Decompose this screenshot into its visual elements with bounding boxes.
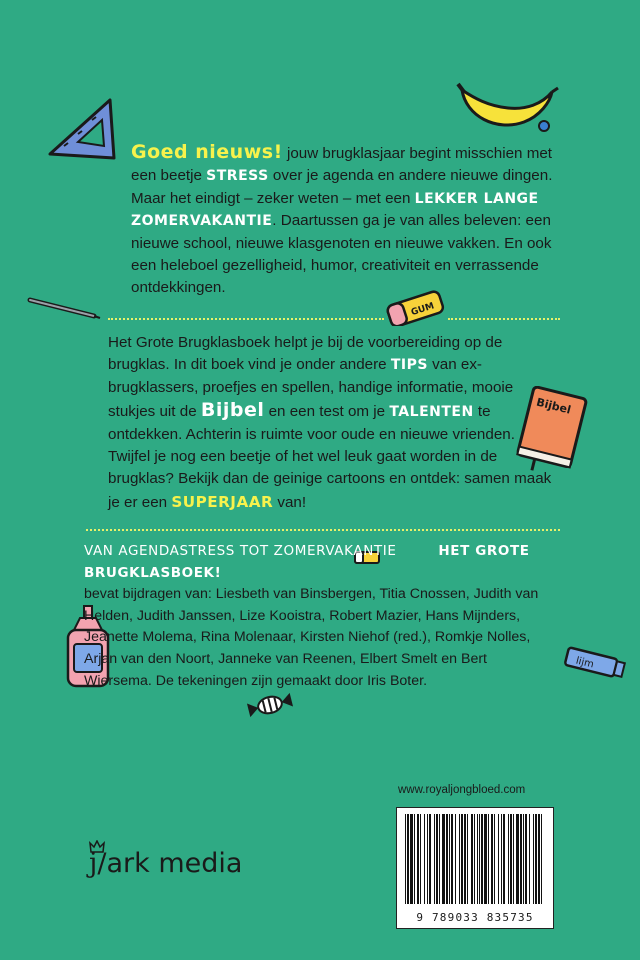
barcode-bar [417,814,419,904]
barcode-bar [420,814,421,904]
barcode-bar [459,814,460,904]
barcode-bar [513,814,514,904]
barcode-bar [449,814,450,904]
barcode-bar [436,814,438,904]
ark-media-logo [89,848,242,879]
barcode-bar [474,814,475,904]
set-square-icon [44,96,124,164]
barcode-bar [529,814,530,904]
book-label: Bijbel [535,395,573,417]
intro-paragraph [131,141,561,300]
desc-text-1: Het Grote Brugklasboek helpt je bij de voorbereiding op de brugklas. In dit boek vind je onder andere [108,334,503,374]
barcode-bar [498,814,499,904]
barcode-bar [446,814,448,904]
barcode-bar [491,814,493,904]
barcode [396,807,554,929]
barcode-bar [471,814,473,904]
publisher-url: www.royaljongbloed.com [398,784,526,796]
barcode-bar [407,814,409,904]
intro-text-3: . Daartussen ga je van alles beleven: een nieuwe school, nieuwe klasgenoten en nieuwe vakken. En ook een heleboel gezelligheid, humor, creativiteit en verrassende ontdekkingen. [131,212,552,297]
intro-text-2: over je agenda en andere nieuwe dingen. Maar het eindigt – zeker weten – met een [131,167,553,207]
tips-highlight: TIPS [390,357,428,374]
glue-stick-icon [560,644,630,682]
barcode-bar [464,814,466,904]
barcode-bar [424,814,425,904]
book-description-paragraph [108,332,558,514]
logo-letter: j [89,848,98,879]
barcode-bar [494,814,495,904]
barcode-bar [414,814,415,904]
glue-label: lijm [574,655,595,671]
isbn-number: 9 789033 835735 [416,911,534,924]
divider-dotted-1 [108,318,384,320]
barcode-bar [541,814,542,904]
contributors-paragraph [84,541,554,692]
barcode-bar [488,814,489,904]
banana-icon [452,70,562,140]
logo-slash: / [97,848,107,879]
barcode-bar [503,814,505,904]
barcode-bar [484,814,487,904]
pencil-icon [24,294,104,324]
barcode-bar [516,814,519,904]
eraser-label: GUM [409,301,436,319]
desc-text-5: van! [273,493,307,511]
barcode-bar [525,814,527,904]
logo-text: ark media [106,848,243,879]
barcode-bar [410,814,413,904]
candy-icon [244,690,296,720]
contributors-text: bevat bijdragen van: Liesbeth van Binsbergen, Titia Cnossen, Judith van Helden, Judith Janssen, Lize Kooistra, Robert Mazier, Hans Mijnders, Jeanette Molema, Rina Molenaar, Kirsten Niehof (red.), Romkje Nolles, Arjan van den Noort, Janneke van Reenen, Elbert Smelt en Bert Wiersema. De tekeningen zijn gemaakt door Iris Boter. [84,586,539,689]
divider-dotted-2 [86,529,560,531]
barcode-bar [434,814,435,904]
barcode-bar [439,814,440,904]
barcode-bar [429,814,431,904]
barcode-bar [510,814,512,904]
barcode-bar [538,814,540,904]
intro-text-1: jouw brugklasjaar begint misschien met een beetje [131,145,553,185]
barcode-bar [523,814,524,904]
barcode-bar [461,814,463,904]
barcode-bar [533,814,534,904]
barcode-bar [535,814,537,904]
barcode-bar [479,814,480,904]
barcode-bar [508,814,509,904]
barcode-bar [501,814,502,904]
series-title: VAN AGENDASTRESS TOT ZOMERVAKANTIE [84,543,397,559]
goed-nieuws-heading: Goed nieuws! [131,141,283,163]
barcode-bar [477,814,478,904]
barcode-bar [451,814,453,904]
barcode-bars [403,814,547,904]
barcode-bar [405,814,406,904]
barcode-bar [481,814,483,904]
barcode-bar [467,814,468,904]
desc-text-4: te ontdekken. Achterin is ruimte voor oude en nieuwe vrienden. Twijfel je nog een beetje of het wel leuk gaat worden in de brugklas? Bekijk dan de geinige cartoons en ontdek: samen maak je er een [108,403,552,511]
barcode-bar [442,814,445,904]
barcode-bar [520,814,522,904]
desc-text-2: van ex-brugklassers, proefjes en spellen, handige informatie, mooie stukjes uit de [108,356,514,421]
crown-icon [89,840,105,854]
bijbel-highlight: Bijbel [200,399,265,422]
desc-text-3: en een test om je [264,403,390,421]
barcode-bar [427,814,428,904]
talenten-highlight: TALENTEN [389,404,474,421]
barcode-bar [455,814,456,904]
zomervakantie-highlight: LEKKER LANGE ZOMERVAKANTIE [131,190,539,230]
book-title: HET GROTE BRUGKLASBOEK! [84,543,530,581]
stress-highlight: STRESS [206,168,269,185]
divider-dotted-1b [448,318,560,320]
superjaar-highlight: SUPERJAAR [171,492,274,511]
